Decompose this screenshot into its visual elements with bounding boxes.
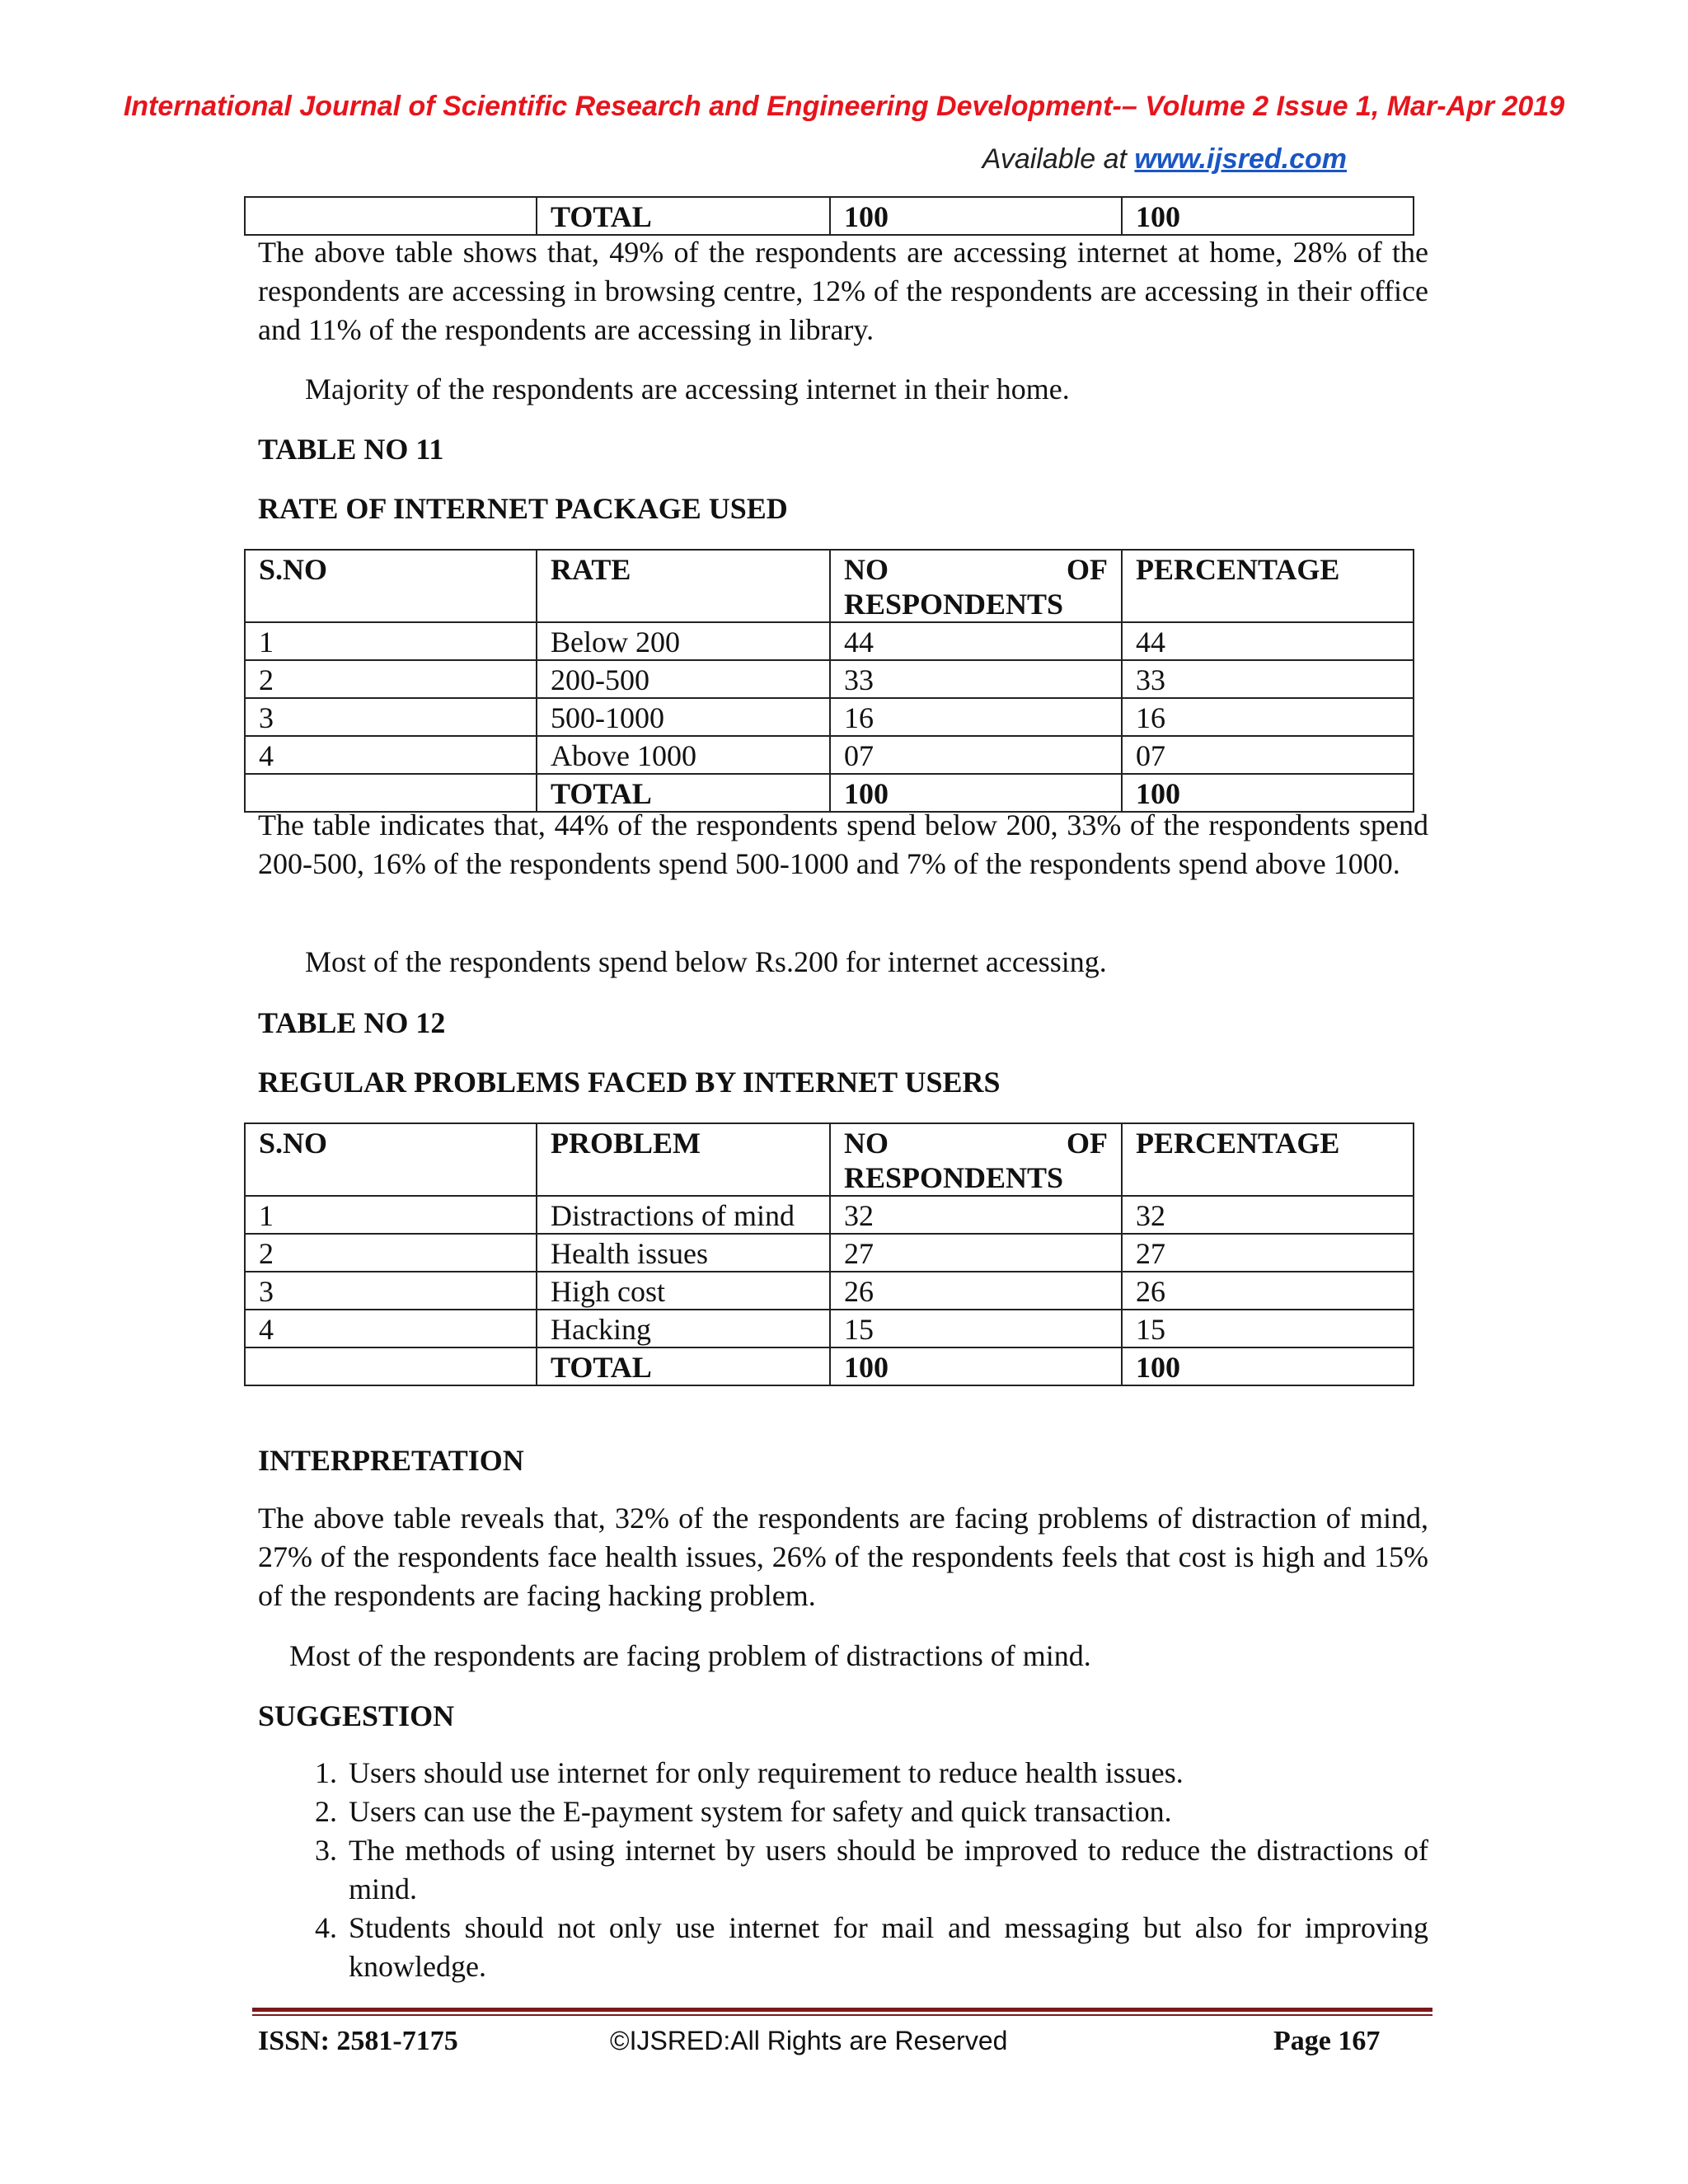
list-text: Users can use the E-payment system for safety and quick transaction. (349, 1795, 1172, 1828)
interpretation-paragraph: The above table reveals that, 32% of the respondents are facing problems of distraction of mind, 27% of the respondents face health issues, 26% of the respondents feels that cost is high and 15% of the respondents are facing hacking problem. (258, 1502, 1428, 1612)
cell-rate: Below 200 (537, 622, 830, 660)
list-number: 4. (315, 1911, 337, 1944)
cell-respondents: 44 (830, 622, 1122, 660)
cell-percentage: 07 (1122, 736, 1414, 774)
list-text: Students should not only use internet for mail and messaging but also for improving knowledge. (349, 1911, 1428, 1983)
cell-sno: 2 (245, 1234, 537, 1272)
cell-respondents: 26 (830, 1272, 1122, 1310)
cell-respondents: 27 (830, 1234, 1122, 1272)
table-cell (245, 197, 537, 235)
footer-page-number: Page 167 (1273, 2026, 1381, 2056)
table-11-paragraph: The table indicates that, 44% of the respondents spend below 200, 33% of the respondents spend 200-500, 16% of the respondents spend 500-1000 and 7% of the respondents spend above 1000. (258, 808, 1428, 880)
total-label: TOTAL (537, 197, 830, 235)
total-label: TOTAL (537, 774, 830, 812)
list-text: The methods of using internet by users should be improved to reduce the distractions of mind. (349, 1834, 1428, 1905)
cell-sno: 3 (245, 1272, 537, 1310)
header-percentage: PERCENTAGE (1122, 550, 1414, 622)
list-number: 3. (315, 1834, 337, 1867)
footer-divider (252, 2008, 1432, 2012)
total-label: TOTAL (537, 1347, 830, 1385)
header-sno: S.NO (245, 550, 537, 622)
footer-issn: ISSN: 2581-7175 (258, 2026, 458, 2056)
cell-sno: 4 (245, 736, 537, 774)
header-no-part1: NO (844, 1127, 889, 1160)
table-cell (245, 1347, 537, 1385)
cell-sno: 2 (245, 660, 537, 698)
header-percentage: PERCENTAGE (1122, 1123, 1414, 1196)
total-percentage: 100 (1122, 1347, 1414, 1385)
cell-problem: Hacking (537, 1310, 830, 1347)
cell-percentage: 44 (1122, 622, 1414, 660)
table-row (245, 1196, 1414, 1234)
table-12-title: REGULAR PROBLEMS FACED BY INTERNET USERS (258, 1066, 1001, 1099)
cell-sno: 4 (245, 1310, 537, 1347)
list-text: Users should use internet for only requirement to reduce health issues. (349, 1756, 1184, 1789)
header-respondents (830, 1123, 1122, 1196)
table-11-title: RATE OF INTERNET PACKAGE USED (258, 492, 788, 525)
list-number: 2. (315, 1795, 337, 1828)
total-respondents: 100 (830, 1347, 1122, 1385)
table-row (245, 1272, 1414, 1310)
cell-rate: 200-500 (537, 660, 830, 698)
table-11-summary: Most of the respondents spend below Rs.200 for internet accessing. (305, 945, 1107, 978)
interpretation-summary: Most of the respondents are facing problem of distractions of mind. (289, 1639, 1091, 1672)
table-header-row (245, 1123, 1414, 1196)
header-no-part3: RESPONDENTS (844, 588, 1064, 621)
availability-line (982, 143, 1347, 176)
previous-table-summary: Majority of the respondents are accessing internet in their home. (305, 373, 1070, 405)
footer-rights: ©IJSRED:All Rights are Reserved (610, 2026, 1008, 2055)
suggestion-list (258, 1754, 1428, 1986)
list-number: 1. (315, 1756, 337, 1789)
table-row (245, 736, 1414, 774)
list-item (258, 1793, 1428, 1831)
total-percentage: 100 (1122, 774, 1414, 812)
cell-percentage: 27 (1122, 1234, 1414, 1272)
available-prefix: Available at (982, 143, 1135, 175)
cell-percentage: 26 (1122, 1272, 1414, 1310)
table-header-row (245, 550, 1414, 622)
header-problem: PROBLEM (537, 1123, 830, 1196)
previous-table-total (244, 196, 1414, 236)
cell-percentage: 16 (1122, 698, 1414, 736)
list-item (258, 1909, 1428, 1986)
footer-divider-thin (252, 2014, 1432, 2016)
header-rate: RATE (537, 550, 830, 622)
table-row (245, 660, 1414, 698)
table-total-row (245, 1347, 1414, 1385)
list-item (258, 1831, 1428, 1909)
header-no-part2: OF (1067, 553, 1108, 586)
cell-problem: Distractions of mind (537, 1196, 830, 1234)
table-12 (244, 1122, 1414, 1386)
suggestion-heading: SUGGESTION (258, 1699, 455, 1732)
table-row (245, 197, 1414, 235)
table-row (245, 1234, 1414, 1272)
cell-problem: Health issues (537, 1234, 830, 1272)
header-no-part2: OF (1067, 1127, 1108, 1160)
header-respondents (830, 550, 1122, 622)
cell-percentage: 15 (1122, 1310, 1414, 1347)
total-respondents: 100 (830, 774, 1122, 812)
header-no-part1: NO (844, 553, 889, 586)
cell-problem: High cost (537, 1272, 830, 1310)
cell-rate: Above 1000 (537, 736, 830, 774)
cell-respondents: 15 (830, 1310, 1122, 1347)
cell-percentage: 33 (1122, 660, 1414, 698)
cell-sno: 1 (245, 1196, 537, 1234)
table-12-number: TABLE NO 12 (258, 1006, 446, 1039)
header-no-part3: RESPONDENTS (844, 1161, 1064, 1194)
header-sno: S.NO (245, 1123, 537, 1196)
cell-respondents: 33 (830, 660, 1122, 698)
cell-respondents: 32 (830, 1196, 1122, 1234)
table-11 (244, 549, 1414, 813)
journal-header: International Journal of Scientific Research and Engineering Development-– Volume 2 Issue 1, Mar-Apr 2019 (123, 91, 1565, 122)
previous-table-paragraph: The above table shows that, 49% of the respondents are accessing internet at home, 28% of the respondents are accessing in browsing centre, 12% of the respondents are accessing in their office and 11% of the respondents are accessing in library. (258, 236, 1428, 346)
table-row (245, 1310, 1414, 1347)
table-11-number: TABLE NO 11 (258, 433, 444, 466)
total-respondents: 100 (830, 197, 1122, 235)
cell-percentage: 32 (1122, 1196, 1414, 1234)
website-link[interactable]: www.ijsred.com (1134, 143, 1347, 175)
table-row (245, 698, 1414, 736)
total-percentage: 100 (1122, 197, 1414, 235)
cell-sno: 3 (245, 698, 537, 736)
cell-sno: 1 (245, 622, 537, 660)
list-item (258, 1754, 1428, 1793)
cell-respondents: 16 (830, 698, 1122, 736)
cell-rate: 500-1000 (537, 698, 830, 736)
interpretation-heading: INTERPRETATION (258, 1444, 524, 1477)
cell-respondents: 07 (830, 736, 1122, 774)
table-row (245, 622, 1414, 660)
